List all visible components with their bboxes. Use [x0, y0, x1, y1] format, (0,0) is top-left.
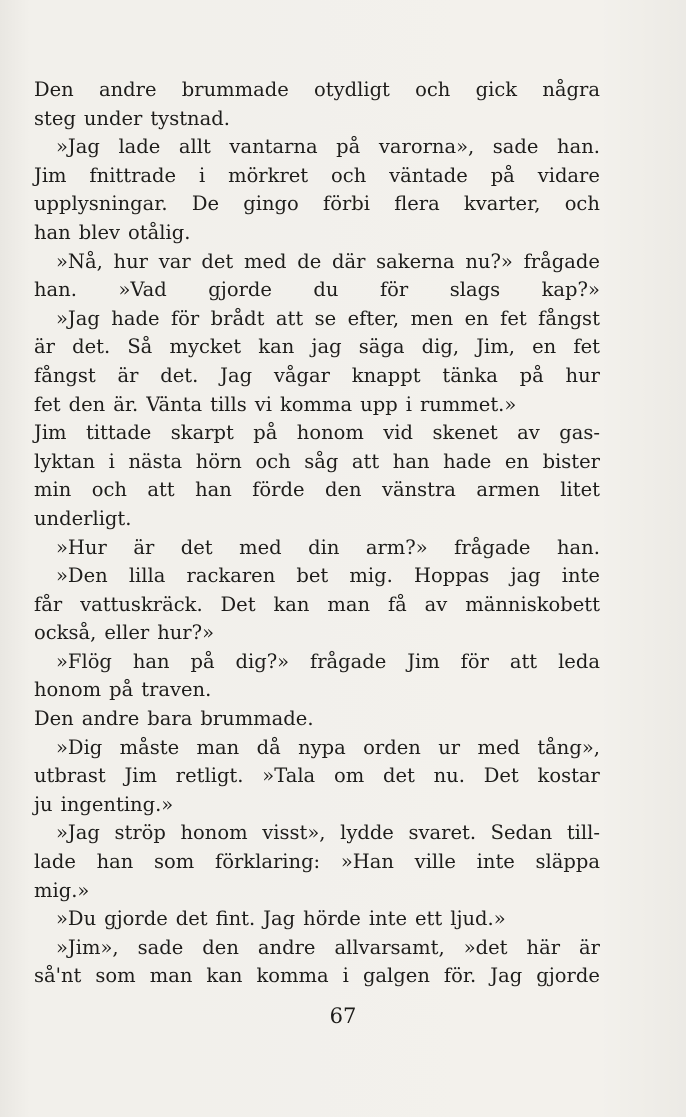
word: hörde	[303, 907, 361, 931]
word: »Tala	[262, 764, 316, 788]
word: »Nå,	[56, 249, 103, 273]
word: under	[83, 106, 143, 130]
word: mig.»	[34, 878, 90, 902]
word: i	[405, 392, 412, 416]
word: få	[387, 592, 407, 616]
word: din	[308, 535, 340, 559]
word: vid	[383, 421, 414, 445]
word: med	[239, 535, 282, 559]
word: armen	[476, 478, 540, 502]
text-line	[34, 705, 600, 734]
word: Sedan	[490, 821, 553, 845]
word: utbrast	[34, 764, 106, 788]
word: nypa	[298, 735, 346, 759]
word: fångst	[34, 363, 96, 387]
word: fet	[573, 335, 600, 359]
text-line	[34, 276, 600, 305]
word: vänstra	[381, 478, 456, 502]
word: lyktan	[34, 449, 96, 473]
word: flera	[394, 192, 440, 216]
word: honom	[34, 678, 102, 702]
word: hur	[113, 249, 148, 273]
word: som	[154, 850, 195, 874]
word: får	[34, 592, 63, 616]
text-line	[34, 133, 600, 162]
word: galgen	[362, 964, 430, 988]
word: ljud.»	[450, 907, 506, 931]
word: tänka	[442, 363, 498, 387]
word: några	[542, 78, 600, 101]
word: att	[509, 649, 538, 673]
word: varorna»,	[378, 135, 475, 159]
word: för	[379, 278, 409, 302]
word: vidare	[537, 163, 600, 187]
word: Jim,	[476, 335, 515, 359]
word: med	[243, 249, 287, 273]
word: retligt.	[175, 764, 244, 788]
text-line	[34, 734, 600, 763]
word: är	[579, 935, 600, 959]
word: om	[333, 764, 365, 788]
word: den	[68, 392, 106, 416]
word: det	[201, 249, 234, 273]
word: Vänta	[146, 392, 203, 416]
word: att	[147, 478, 175, 502]
word: tittade	[85, 421, 152, 445]
word: ett	[414, 907, 443, 931]
text-line	[34, 934, 600, 963]
word: gjorde	[208, 278, 272, 302]
text-line	[34, 305, 600, 334]
word: sakerna	[376, 249, 455, 273]
text-line	[34, 333, 600, 362]
word: otydligt	[314, 78, 390, 101]
word: de	[297, 249, 322, 273]
word: Den	[34, 707, 74, 731]
text-line	[34, 877, 600, 906]
word: min	[34, 478, 72, 502]
word: i	[198, 163, 206, 187]
text-line	[34, 105, 600, 134]
word: på	[109, 678, 134, 702]
text-line	[34, 562, 600, 591]
text-line	[34, 962, 600, 991]
word: mörkret	[228, 163, 309, 187]
word: man	[196, 735, 240, 759]
word: och	[564, 192, 600, 216]
text-line	[34, 534, 600, 563]
word: inte	[476, 850, 515, 874]
word: steg	[34, 106, 76, 130]
word: komma	[279, 392, 353, 416]
page-number: 67	[329, 1004, 357, 1028]
word: »Flög	[56, 649, 112, 673]
word: gjorde	[104, 907, 168, 931]
word: sade	[492, 135, 539, 159]
word: han	[132, 649, 170, 673]
word: vågar	[273, 363, 330, 387]
word: traven.	[141, 678, 212, 702]
word: se	[314, 306, 337, 330]
word: nu.	[433, 764, 465, 788]
word: andre	[81, 707, 140, 731]
word: upp	[360, 392, 398, 416]
word: »Den	[56, 564, 108, 588]
word: ur	[438, 735, 461, 759]
word: De	[191, 192, 220, 216]
word: han	[195, 478, 232, 502]
word: »Jim»,	[56, 935, 119, 959]
word: ju	[34, 792, 53, 816]
text-line	[34, 819, 600, 848]
word: kan	[206, 964, 243, 988]
word: med	[477, 735, 520, 759]
word: dig,	[421, 335, 460, 359]
word: för.	[443, 964, 477, 988]
text-line	[34, 419, 600, 448]
word: gjorde	[536, 964, 600, 988]
word: vi	[254, 392, 272, 416]
word: tystnad.	[150, 106, 230, 130]
word: fnittrade	[89, 163, 177, 187]
word: det	[180, 535, 213, 559]
word: han	[392, 449, 430, 473]
word: såg	[304, 449, 339, 473]
word: kvarter,	[463, 192, 541, 216]
word: fångst	[538, 306, 600, 330]
word: Jag	[263, 907, 296, 931]
word: nästa	[128, 449, 183, 473]
text-line	[34, 391, 600, 420]
word: säga	[358, 335, 405, 359]
word: han.	[556, 535, 600, 559]
word: Det	[220, 592, 256, 616]
word: den	[324, 478, 362, 502]
word: »Jag	[56, 821, 100, 845]
word: honom	[296, 421, 364, 445]
word: släppa	[535, 850, 600, 874]
word: för	[460, 649, 489, 673]
word: kostar	[537, 764, 600, 788]
word: frågade	[310, 649, 387, 673]
word: han.	[557, 135, 600, 159]
text-line	[34, 448, 600, 477]
word: hörn	[195, 449, 242, 473]
word: men	[410, 306, 454, 330]
word: efter,	[347, 306, 400, 330]
word: av	[424, 592, 448, 616]
word: på	[490, 163, 515, 187]
word: fet	[500, 306, 527, 330]
word: det.	[160, 363, 199, 387]
text-line	[34, 362, 600, 391]
word: det.	[72, 335, 111, 359]
word: så'nt	[34, 964, 82, 988]
word: är	[133, 535, 155, 559]
word: gas-	[559, 421, 600, 445]
word: ville	[414, 850, 456, 874]
word: man	[327, 592, 371, 616]
word: att	[351, 449, 380, 473]
word: »Hur	[56, 535, 107, 559]
word: ströp	[114, 821, 166, 845]
word: är.	[113, 392, 139, 416]
text-line	[34, 219, 600, 248]
word: allt	[178, 135, 211, 159]
word: är	[117, 363, 139, 387]
text-line	[34, 190, 600, 219]
text-line	[34, 905, 600, 934]
word: »Du	[56, 907, 97, 931]
word: tills	[210, 392, 247, 416]
word: Jag	[220, 363, 253, 387]
word: Den	[34, 78, 74, 101]
word: underligt.	[34, 506, 132, 530]
text-line	[34, 476, 600, 505]
text-line	[34, 591, 600, 620]
word: här	[526, 935, 561, 959]
word: arm?»	[365, 535, 428, 559]
word: vattuskräck.	[80, 592, 203, 616]
word: litet	[560, 478, 600, 502]
word: han	[96, 850, 134, 874]
word: visst»,	[262, 821, 326, 845]
word: kan	[258, 335, 295, 359]
word: skarpt	[170, 421, 234, 445]
word: »Jag	[56, 306, 100, 330]
word: brådt	[210, 306, 265, 330]
word: »Jag	[56, 135, 100, 159]
word: och	[255, 449, 291, 473]
word: på	[336, 135, 361, 159]
word: Jim	[34, 421, 67, 445]
word: och	[91, 478, 127, 502]
word: av	[517, 421, 540, 445]
word: skenet	[432, 421, 498, 445]
word: i	[108, 449, 115, 473]
word: allvarsamt,	[334, 935, 445, 959]
word: och	[415, 78, 451, 101]
body-text	[34, 76, 600, 991]
word: dig?»	[235, 649, 290, 673]
word: Hoppas	[413, 564, 490, 588]
text-line	[34, 791, 600, 820]
word: inte	[561, 564, 600, 588]
word: otålig.	[128, 220, 191, 244]
word: bister	[542, 449, 600, 473]
word: att	[275, 306, 304, 330]
word: andre	[98, 78, 157, 101]
text-line	[34, 762, 600, 791]
word: för	[170, 306, 200, 330]
text-line	[34, 76, 600, 105]
word: också,	[34, 621, 97, 645]
word: lade	[34, 850, 76, 874]
text-line	[34, 619, 600, 648]
word: rummet.»	[419, 392, 517, 416]
word: orden	[363, 735, 421, 759]
word: leda	[558, 649, 600, 673]
word: frågade	[523, 249, 600, 273]
word: och	[331, 163, 367, 187]
word: hur?»	[157, 621, 215, 645]
word: Så	[127, 335, 153, 359]
word: lade	[118, 135, 161, 159]
word: på	[190, 649, 215, 673]
word: en	[532, 335, 557, 359]
word: brummade.	[200, 707, 314, 731]
word: var	[158, 249, 191, 273]
text-line	[34, 848, 600, 877]
word: förde	[252, 478, 305, 502]
word: fint.	[215, 907, 256, 931]
word: mig.	[349, 564, 393, 588]
word: på	[519, 363, 544, 387]
word: blev	[78, 220, 121, 244]
word: är	[34, 335, 55, 359]
word: inte	[368, 907, 407, 931]
word: frågade	[454, 535, 531, 559]
word: man	[149, 964, 193, 988]
word: människobett	[465, 592, 600, 616]
word: vantarna	[229, 135, 318, 159]
word: kap?»	[541, 278, 600, 302]
word: mycket	[169, 335, 242, 359]
word: fet	[34, 392, 61, 416]
text-line	[34, 162, 600, 191]
word: rackaren	[186, 564, 276, 588]
word: bet	[296, 564, 329, 588]
word: Jag	[490, 964, 523, 988]
word: jag	[510, 564, 541, 588]
word: komma	[256, 964, 329, 988]
word: jag	[311, 335, 342, 359]
word: knappt	[351, 363, 421, 387]
word: sade	[137, 935, 184, 959]
word: han.	[34, 278, 77, 302]
word: bara	[147, 707, 193, 731]
word: »Dig	[56, 735, 103, 759]
word: Jim	[407, 649, 440, 673]
word: förbi	[322, 192, 370, 216]
word: det	[175, 907, 208, 931]
word: slags	[449, 278, 501, 302]
word: hade	[111, 306, 160, 330]
word: andre	[257, 935, 316, 959]
word: upplysningar.	[34, 192, 168, 216]
word: väntade	[389, 163, 468, 187]
word: hade	[443, 449, 492, 473]
word: Jim	[124, 764, 157, 788]
word: »det	[463, 935, 508, 959]
word: lilla	[128, 564, 166, 588]
word: en	[464, 306, 489, 330]
word: ingenting.»	[60, 792, 174, 816]
word: som	[95, 964, 136, 988]
word: »Han	[340, 850, 394, 874]
word: Det	[483, 764, 519, 788]
text-line	[34, 248, 600, 277]
word: han	[34, 220, 71, 244]
word: gingo	[243, 192, 299, 216]
word: du	[313, 278, 339, 302]
text-line	[34, 648, 600, 677]
text-line	[34, 676, 600, 705]
word: »Vad	[118, 278, 167, 302]
word: i	[342, 964, 349, 988]
word: svaret.	[408, 821, 477, 845]
word: på	[253, 421, 278, 445]
word: förklaring:	[215, 850, 321, 874]
word: till-	[566, 821, 600, 845]
word: brummade	[181, 78, 289, 101]
word: lydde	[340, 821, 394, 845]
word: eller	[104, 621, 150, 645]
word: måste	[119, 735, 180, 759]
word: gick	[475, 78, 518, 101]
word: honom	[180, 821, 248, 845]
word: hur	[565, 363, 600, 387]
text-line	[34, 505, 600, 534]
word: det	[382, 764, 415, 788]
word: Jim	[34, 163, 67, 187]
word: där	[331, 249, 366, 273]
word: tång»,	[537, 735, 600, 759]
word: nu?»	[465, 249, 513, 273]
word: kan	[273, 592, 310, 616]
word: då	[256, 735, 281, 759]
word: en	[504, 449, 529, 473]
word: den	[202, 935, 239, 959]
